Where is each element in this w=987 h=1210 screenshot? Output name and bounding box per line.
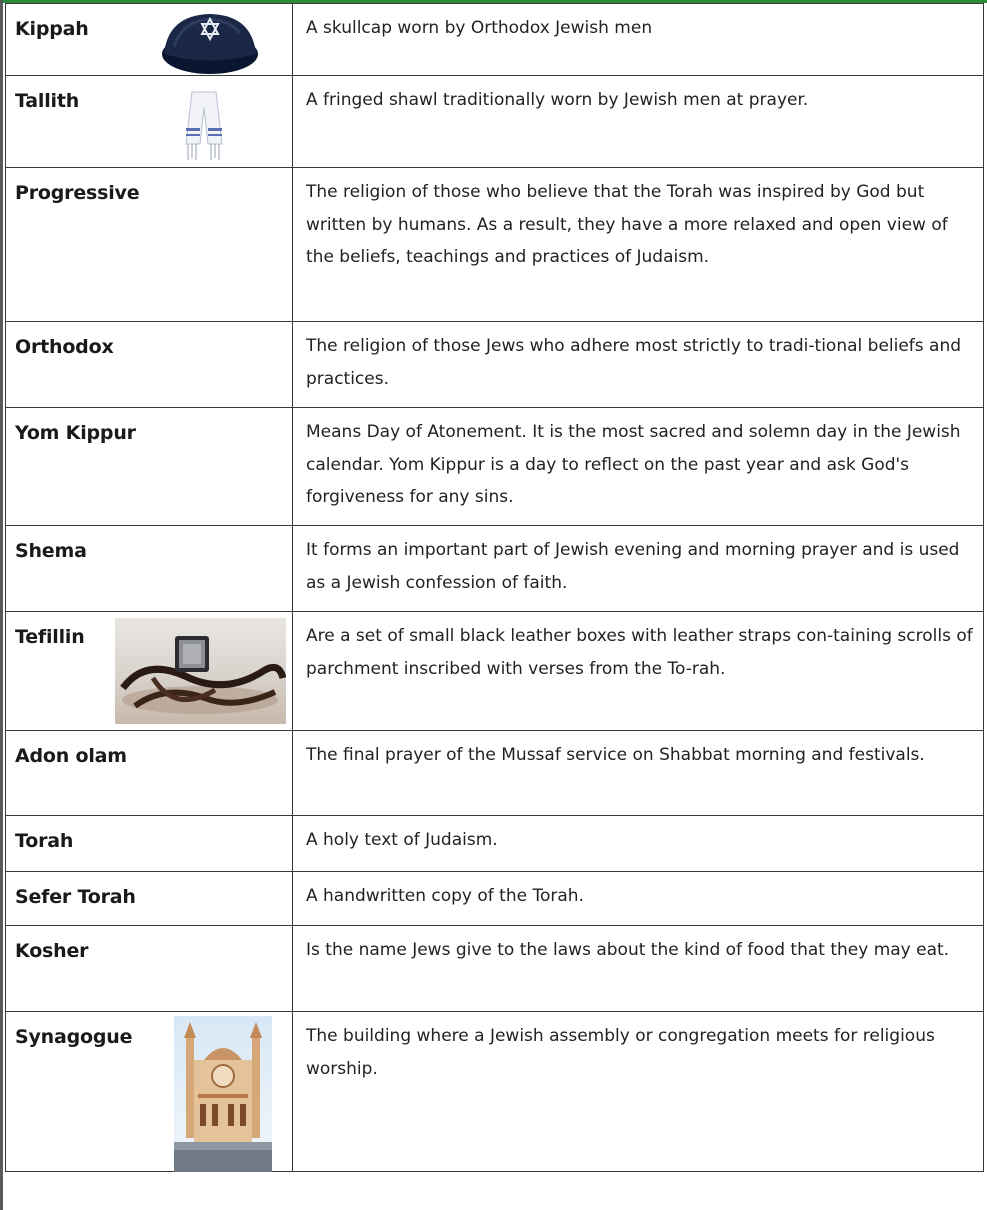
term-label: Yom Kippur <box>15 422 136 444</box>
definition-text: The building where a Jewish assembly or congregation meets for religious worship. <box>306 1026 935 1079</box>
term-cell <box>6 526 293 612</box>
definition-cell <box>293 872 984 926</box>
definition-cell <box>293 168 984 322</box>
term-cell <box>6 76 293 168</box>
term-cell <box>6 4 293 76</box>
definition-text: A fringed shawl traditionally worn by Jewish men at prayer. <box>306 90 809 110</box>
definition-text: Is the name Jews give to the laws about the kind of food that they may eat. <box>306 940 950 960</box>
definition-cell <box>293 926 984 1012</box>
glossary-table <box>5 3 984 1172</box>
term-label: Kosher <box>15 940 89 962</box>
term-cell <box>6 872 293 926</box>
definition-cell <box>293 612 984 731</box>
definition-cell <box>293 76 984 168</box>
table-row <box>6 926 984 1012</box>
definition-text: A holy text of Judaism. <box>306 830 498 850</box>
term-cell <box>6 408 293 526</box>
tefillin-image <box>115 618 286 724</box>
table-row <box>6 872 984 926</box>
term-cell <box>6 322 293 408</box>
term-cell <box>6 926 293 1012</box>
kippah-image <box>160 9 260 75</box>
term-label: Sefer Torah <box>15 886 136 908</box>
tallith-image <box>178 88 230 164</box>
table-row <box>6 408 984 526</box>
definition-cell <box>293 322 984 408</box>
table-row <box>6 731 984 816</box>
definition-text: The final prayer of the Mussaf service on Shabbat morning and festivals. <box>306 745 925 765</box>
table-row <box>6 168 984 322</box>
definition-text: It forms an important part of Jewish evening and morning prayer and is used as a Jewish confession of faith. <box>306 540 960 593</box>
definition-cell <box>293 408 984 526</box>
table-row <box>6 1012 984 1172</box>
synagogue-image <box>174 1016 272 1172</box>
term-cell <box>6 816 293 872</box>
term-label: Tefillin <box>15 626 85 648</box>
definition-text: Are a set of small black leather boxes with leather straps con-taining scrolls of parchment inscribed with verses from the To-rah. <box>306 626 973 679</box>
term-label: Kippah <box>15 18 89 40</box>
definition-text: A skullcap worn by Orthodox Jewish men <box>306 18 653 38</box>
term-label: Progressive <box>15 182 140 204</box>
term-cell <box>6 168 293 322</box>
term-cell <box>6 1012 293 1172</box>
term-label: Synagogue <box>15 1026 133 1048</box>
term-cell <box>6 612 293 731</box>
definition-cell <box>293 1012 984 1172</box>
table-row <box>6 4 984 76</box>
table-row <box>6 322 984 408</box>
term-label: Shema <box>15 540 87 562</box>
definition-cell <box>293 526 984 612</box>
table-row <box>6 526 984 612</box>
table-row <box>6 612 984 731</box>
definition-text: Means Day of Atonement. It is the most sacred and solemn day in the Jewish calendar. Yom Kippur is a day to reflect on the past year and ask God's forgiveness for any sins. <box>306 422 961 507</box>
definition-cell <box>293 4 984 76</box>
page-left-edge <box>0 0 3 1210</box>
table-row <box>6 816 984 872</box>
definition-text: The religion of those Jews who adhere most strictly to tradi-tional beliefs and practices. <box>306 336 962 389</box>
term-label: Tallith <box>15 90 80 112</box>
table-row <box>6 76 984 168</box>
term-label: Orthodox <box>15 336 114 358</box>
definition-cell <box>293 731 984 816</box>
term-label: Torah <box>15 830 74 852</box>
definition-cell <box>293 816 984 872</box>
definition-text: A handwritten copy of the Torah. <box>306 886 584 906</box>
definition-text: The religion of those who believe that the Torah was inspired by God but written by humans. As a result, they have a more relaxed and open view of the beliefs, teachings and practices of Judaism. <box>306 182 948 267</box>
term-cell <box>6 731 293 816</box>
term-label: Adon olam <box>15 745 127 767</box>
